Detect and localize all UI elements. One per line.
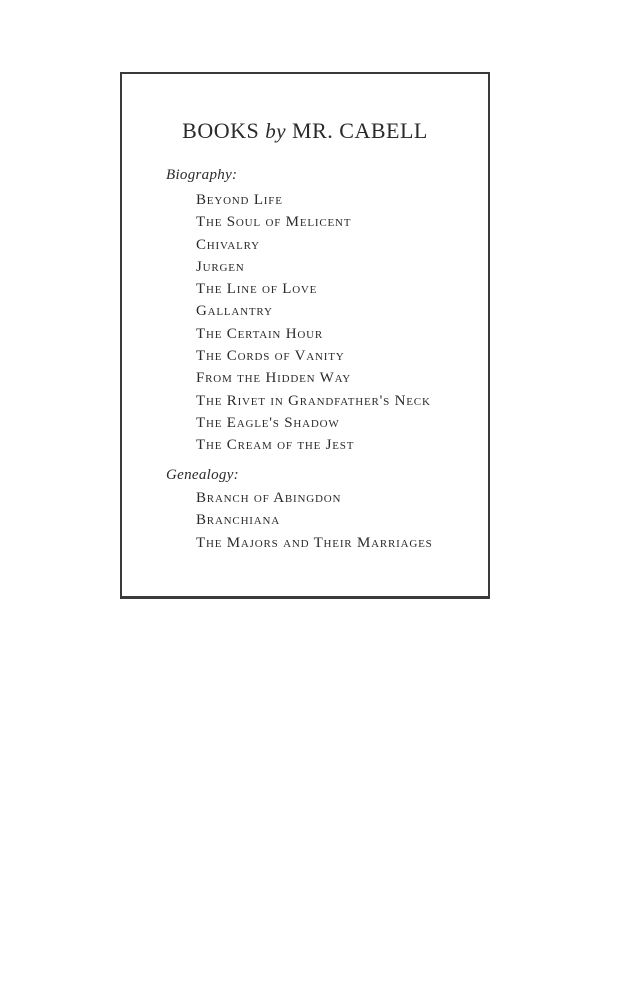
list-item: The Soul of Melicent: [196, 214, 352, 231]
list-item: Branch of Abingdon: [196, 490, 342, 506]
list-item: The Cords of Vanity: [196, 348, 345, 365]
title-by: by: [265, 119, 287, 143]
page-title: [122, 118, 488, 144]
list-item: Gallantry: [196, 303, 273, 320]
list-item: The Cream of the Jest: [196, 437, 355, 454]
list-item: The Certain Hour: [196, 325, 323, 342]
section-heading-genealogy: Genealogy:: [166, 467, 239, 483]
list-item: Branchiana: [196, 512, 281, 529]
bordered-box: [120, 72, 490, 599]
title-books: BOOKS: [182, 118, 260, 143]
genealogy-list: [196, 487, 433, 554]
list-item: The Line of Love: [196, 281, 318, 298]
list-item: Beyond Life: [196, 192, 283, 208]
list-item: The Rivet in Grandfather's Neck: [196, 392, 431, 409]
title-author: MR. CABELL: [292, 118, 428, 143]
biography-list: [196, 189, 431, 457]
section-heading-biography: Biography:: [166, 167, 238, 183]
list-item: Chivalry: [196, 236, 260, 253]
list-item: Jurgen: [196, 258, 245, 275]
list-item: The Majors and Their Marriages: [196, 534, 433, 551]
list-item: The Eagle's Shadow: [196, 414, 340, 431]
list-item: From the Hidden Way: [196, 370, 352, 387]
